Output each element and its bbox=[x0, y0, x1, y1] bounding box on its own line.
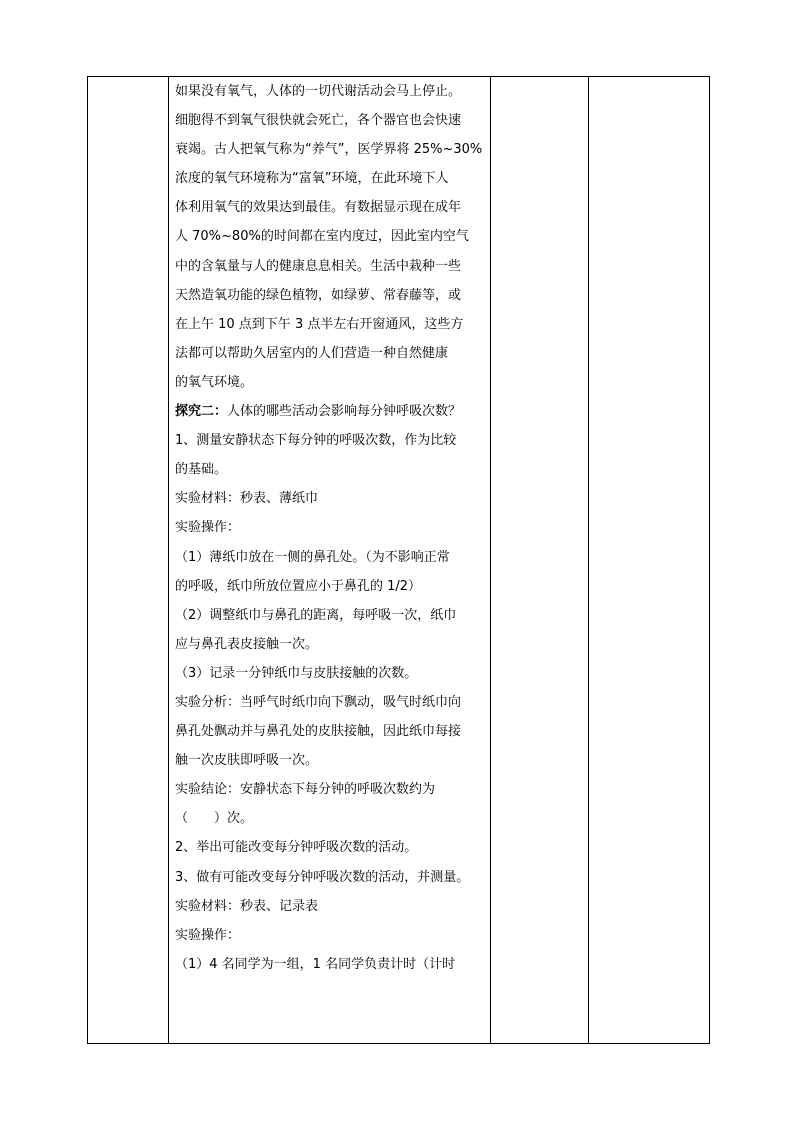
text-line bbox=[175, 193, 486, 222]
text-line bbox=[175, 892, 486, 921]
text-line bbox=[175, 484, 486, 513]
text-line bbox=[175, 833, 486, 862]
line-text: 人 70%~80%的时间都在室内度过，因此室内空气 bbox=[175, 229, 469, 245]
text-line bbox=[175, 252, 486, 281]
line-text: 的基础。 bbox=[175, 462, 228, 478]
text-line bbox=[175, 630, 486, 659]
line-text: （1）薄纸巾放在一侧的鼻孔处。（为不影响正常 bbox=[175, 549, 450, 565]
text-line bbox=[175, 310, 486, 339]
line-text: 人体的哪些活动会影响每分钟呼吸次数？ bbox=[227, 404, 462, 420]
text-line bbox=[175, 863, 486, 892]
content-text bbox=[169, 77, 490, 979]
text-line bbox=[175, 426, 486, 455]
line-text: 衰竭。古人把氧气称为“养气”，医学界将 25%~30% bbox=[175, 142, 483, 158]
text-line bbox=[175, 455, 486, 484]
line-text: 实验操作： bbox=[175, 927, 241, 943]
text-line bbox=[175, 717, 486, 746]
text-line bbox=[175, 339, 486, 368]
line-text: 细胞得不到氧气很快就会死亡，各个器官也会快速 bbox=[175, 113, 462, 129]
notes-cell bbox=[589, 77, 710, 1044]
text-line bbox=[175, 921, 486, 950]
text-line bbox=[175, 77, 486, 106]
section-heading: 探究二： bbox=[175, 404, 228, 420]
text-line bbox=[175, 659, 486, 688]
text-line bbox=[175, 281, 486, 310]
line-text: 3、做有可能改变每分钟呼吸次数的活动，并测量。 bbox=[175, 869, 470, 885]
line-text: 实验操作： bbox=[175, 520, 241, 536]
text-line bbox=[175, 397, 486, 426]
text-line bbox=[175, 222, 486, 251]
table-row bbox=[88, 77, 710, 1044]
line-text: 天然造氧功能的绿色植物，如绿萝、常春藤等，或 bbox=[175, 287, 462, 303]
text-line bbox=[175, 601, 486, 630]
line-text: （ ）次。 bbox=[175, 811, 254, 827]
line-text: 实验材料：秒表、记录表 bbox=[175, 898, 319, 914]
line-text: 2、举出可能改变每分钟呼吸次数的活动。 bbox=[175, 840, 418, 856]
line-text: （3）记录一分钟纸巾与皮肤接触的次数。 bbox=[175, 665, 418, 681]
text-line bbox=[175, 106, 486, 135]
text-line bbox=[175, 746, 486, 775]
text-line bbox=[175, 688, 486, 717]
line-text: 法都可以帮助久居室内的人们营造一种自然健康 bbox=[175, 345, 449, 361]
line-text: 体利用氧气的效果达到最佳。有数据显示现在成年 bbox=[175, 200, 462, 216]
line-text: 触一次皮肤即呼吸一次。 bbox=[175, 753, 319, 769]
line-text: 中的含氧量与人的健康息息相关。生活中栽种一些 bbox=[175, 258, 462, 274]
text-line bbox=[175, 513, 486, 542]
text-line bbox=[175, 804, 486, 833]
line-text: （2）调整纸巾与鼻孔的距离，每呼吸一次，纸巾 bbox=[175, 607, 457, 623]
text-line bbox=[175, 135, 486, 164]
text-line bbox=[175, 775, 486, 804]
line-text: 的氧气环境。 bbox=[175, 374, 254, 390]
content-cell bbox=[169, 77, 491, 1044]
lesson-table bbox=[87, 76, 710, 1044]
line-text: 鼻孔处飘动并与鼻孔处的皮肤接触，因此纸巾每接 bbox=[175, 724, 462, 740]
line-text: 实验材料：秒表、薄纸巾 bbox=[175, 491, 319, 507]
line-text: 1、测量安静状态下每分钟的呼吸次数，作为比较 bbox=[175, 433, 457, 449]
line-text: 的呼吸，纸巾所放位置应小于鼻孔的 1/2） bbox=[175, 578, 422, 594]
blank-cell bbox=[491, 77, 589, 1044]
text-line bbox=[175, 368, 486, 397]
text-line bbox=[175, 164, 486, 193]
left-cell bbox=[88, 77, 169, 1044]
line-text: 实验结论：安静状态下每分钟的呼吸次数约为 bbox=[175, 782, 436, 798]
line-text: 在上午 10 点到下午 3 点半左右开窗通风，这些方 bbox=[175, 316, 464, 332]
line-text: 实验分析：当呼气时纸巾向下飘动，吸气时纸巾向 bbox=[175, 694, 462, 710]
line-text: 浓度的氧气环境称为“富氧”环境，在此环境下人 bbox=[175, 171, 449, 187]
line-text: 如果没有氧气，人体的一切代谢活动会马上停止。 bbox=[175, 84, 462, 99]
text-line bbox=[175, 572, 486, 601]
line-text: 应与鼻孔表皮接触一次。 bbox=[175, 636, 319, 652]
line-text: （1）4 名同学为一组，1 名同学负责计时（计时 bbox=[175, 956, 456, 972]
text-line bbox=[175, 950, 486, 979]
text-line bbox=[175, 543, 486, 572]
